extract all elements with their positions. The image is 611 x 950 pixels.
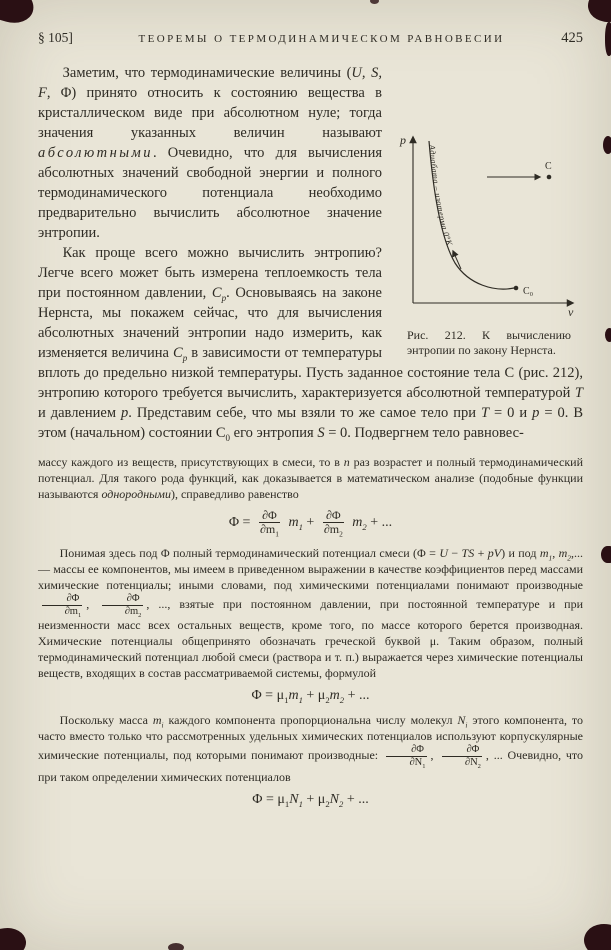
scan-stain [168,943,184,950]
scan-stain [605,328,611,342]
y-axis-label: p [400,133,406,147]
formula-mu-m: $\Phi = \mu_1m_1 + \mu_2m_2$ + ... [251,688,370,706]
curve-label: Адиабата – изотерма 0°К [427,144,455,248]
section-number: § 105] [38,30,73,45]
main-text [38,63,583,443]
scan-stain [605,22,611,56]
scan-stain [0,926,28,950]
point-C0-label: C₀ [523,286,534,297]
body-paragraph-1: Заметим, что термодинамические величины (U, S, F, Φ) принято относить к состоянию вещества в кристаллическом виде при абсолютном нуле; тогда значения указанных величин называют абсолютными. Очевидно, что для вычисления абсолютных значений свободной энергии и полного термодинамического потенциала необходимо предварительно вычислить абсолютное значение энтропии. [38,65,382,241]
scan-stain [0,0,38,28]
point-C0 [514,286,519,291]
scan-stain [603,136,611,154]
figure-212 [395,127,583,357]
figure-caption: Рис. 212. К вычислению энтропии по закону Нернста. [407,328,571,357]
petit-paragraph-2: Понимая здесь под Φ полный термодинамический потенциал смеси (Φ = U − TS + pV) и под $m_1$, $m_2$,... — массы ее компонентов, мы имеем в приведенном выражении в качестве коэффициентов перед массами химические потенциалы; иными словами, под химическими потенциалами понимают производные $\frac{\partial\Phi}{\partial m_1}$ , $\frac{\partial\Phi}{\partial m_2}$ , ..., взятые при постоянном давлении, при постоянной температуре и при неизменности масс всех остальных веществ, кроме того, по массе которого берется производная. Химические потенциалы общепринято обозначать греческой буквой μ. Таким образом, полный термодинамический потенциал любой смеси (раствора и т. п.) выражается через химические потенциалы веществ, входящих в состав рассматриваемой системы, формулой [38,545,584,681]
point-C [547,175,552,180]
pv-diagram [397,127,581,319]
petit-paragraph-3: Поскольку масса $m_i$ каждого компонента пропорциональна числу молекул $N_i$ этого компонента, то часто вместо только что рассмотренных удельных химических потенциалов используют корпускулярные химические потенциалы, под которыми понимают производные: $\frac{\partial\Phi}{\partial N_1}$ , $\frac{\partial\Phi}{\partial N_2}$ , ... Очевидно, что при таком определении химических потенциалов [38,713,584,784]
small-print-section [38,454,583,808]
page-header [38,30,583,47]
page-number: 425 [561,30,583,46]
scan-stain [370,0,379,4]
scan-stain [581,920,611,950]
petit-paragraph-1: массу каждого из веществ, присутствующих в смеси, то в n раз возрастет и полный термодинамический потенциал. Для такого рода функций, как доказывается в математическом анализе (подобные функции называются однородными), справедливо равенство [38,455,584,501]
body-paragraph-2: Как проще всего можно вычислить энтропию? Легче всего может быть измерена теплоемкость тела при постоянном давлении, $C_p$. Основываясь на законе Нернста, мы покажем сейчас, что для вычисления абсолютных значений энтропии надо измерить, как изменяется величина $C_p$ в зависимости от температуры вплоть до предельно низкой температуры. Пусть заданное состояние тела C (рис. 212), энтропию которого требуется вычислить, характеризуется абсолютной температурой T и давлением p. Представим себе, что мы взяли то же самое тело при T = 0 и p = 0. В этом (начальном) состоянии $C_0$ его энтропия S = 0. Подвергнем тело равновес- [38,245,584,443]
x-axis-label: v [568,305,574,319]
scan-stain [601,546,611,563]
formula-mu-N: $\Phi = \mu_1N_1 + \mu_2N_2$ + ... [252,791,369,809]
running-title: ТЕОРЕМЫ О ТЕРМОДИНАМИЧЕСКОМ РАВНОВЕСИИ [138,33,505,45]
point-C-label: C [545,161,552,172]
formula-homogeneous: Φ = $\frac{\partial\Phi}{\partial m_1}$ $m_1$ + $\frac{\partial\Phi}{\partial m_2}$ $m_2$ + ... [228,508,393,539]
